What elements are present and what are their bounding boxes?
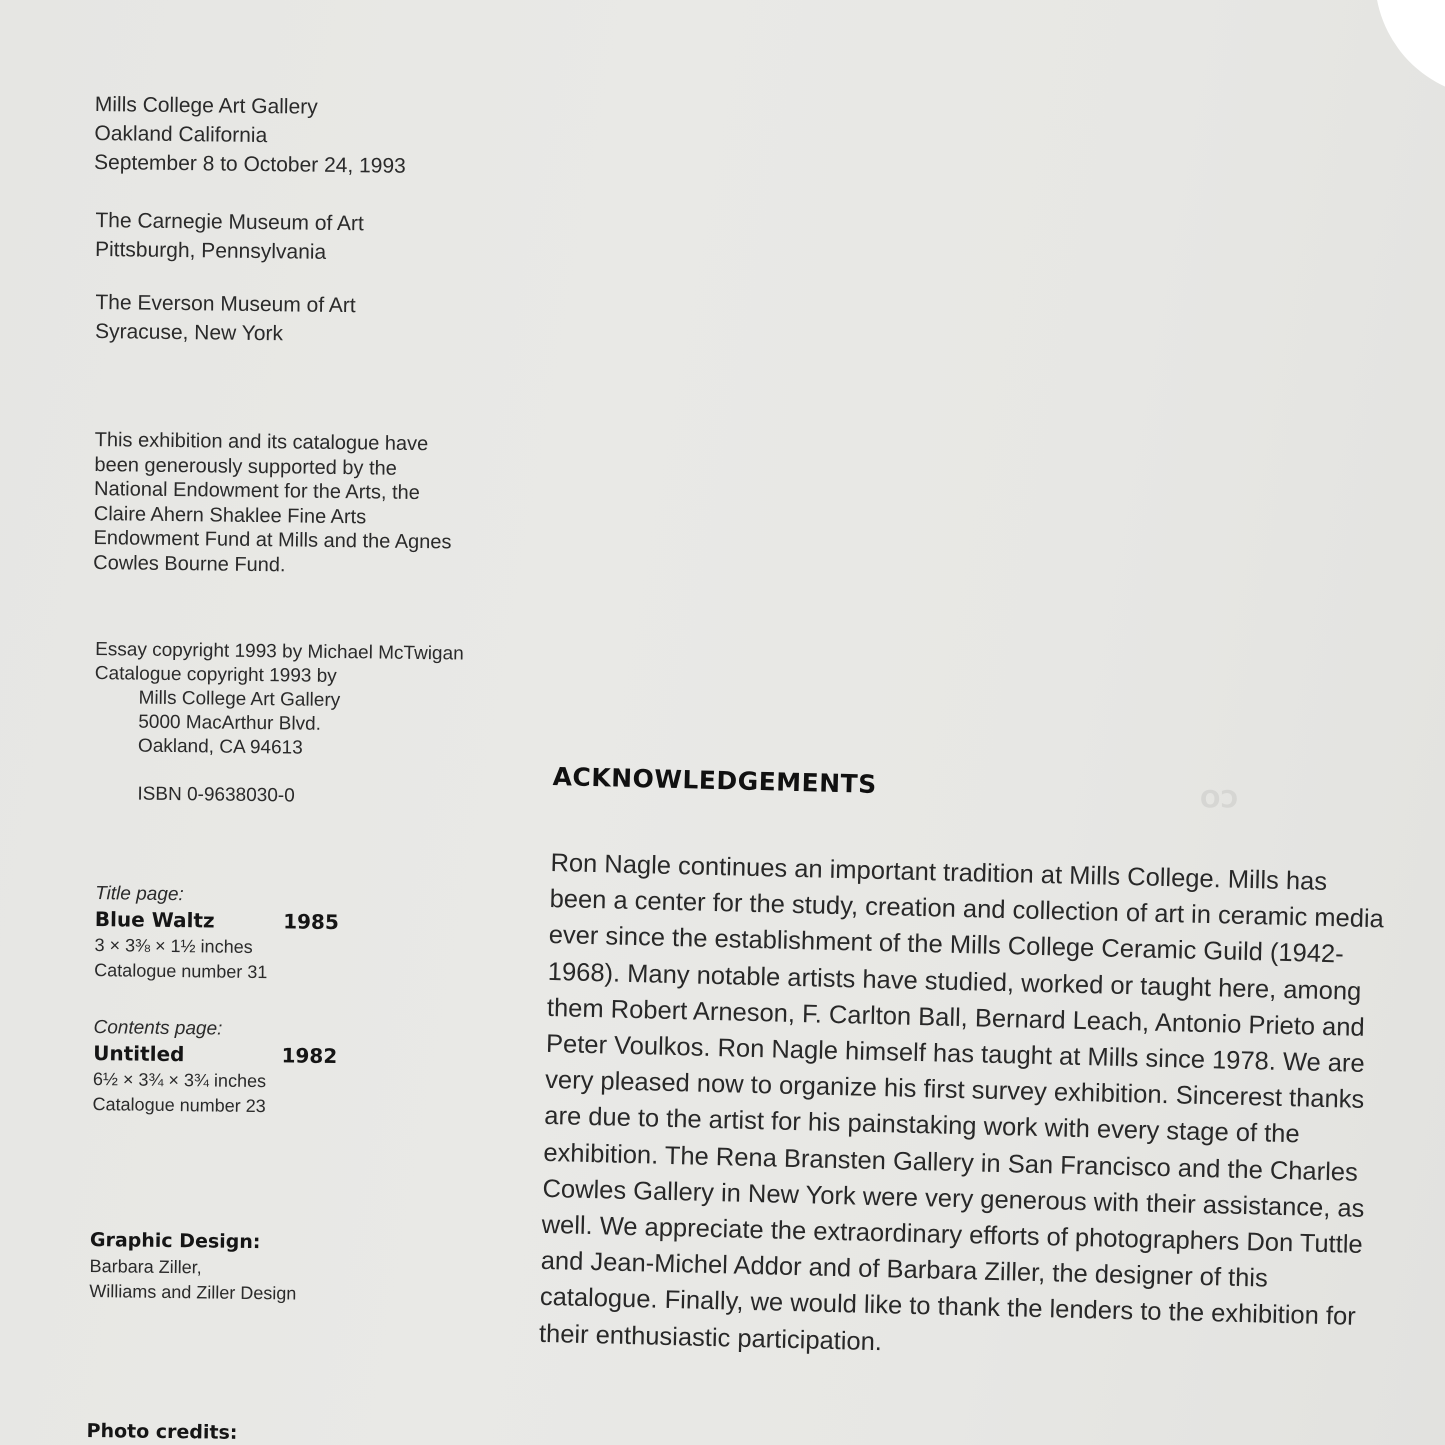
support-line: Cowles Bourne Fund. xyxy=(93,551,286,576)
show-through-text: CO xyxy=(1200,784,1239,812)
isbn: ISBN 0-9638030-0 xyxy=(137,783,295,807)
title-page-caption xyxy=(94,882,339,986)
design-heading: Graphic Design: xyxy=(89,1229,261,1254)
essay-copyright: Essay copyright 1993 by Michael McTwigan xyxy=(95,639,464,665)
copyright-block xyxy=(93,638,464,810)
support-line: National Endowment for the Arts, the xyxy=(93,478,420,504)
catalogue-number: Catalogue number 23 xyxy=(92,1094,266,1117)
acknowledgements-heading: ACKNOWLEDGEMENTS xyxy=(552,762,878,799)
photo-credits xyxy=(86,1418,237,1445)
work-title: Blue Waltz xyxy=(94,907,215,933)
caption-label: Title page: xyxy=(95,883,184,906)
work-year: 1982 xyxy=(281,1043,338,1069)
venue-line: The Carnegie Museum of Art xyxy=(95,209,364,236)
colophon-column xyxy=(86,90,495,1444)
venue-everson xyxy=(95,288,356,349)
support-statement xyxy=(93,428,453,579)
work-title-row xyxy=(95,906,339,936)
address-line: Oakland, CA 94613 xyxy=(137,735,303,759)
support-line: This exhibition and its catalogue have xyxy=(94,429,429,456)
work-title-row xyxy=(93,1040,337,1070)
address-line: 5000 MacArthur Blvd. xyxy=(138,711,322,735)
venue-line: The Everson Museum of Art xyxy=(95,291,356,318)
venue-carnegie xyxy=(95,206,364,267)
venue-mills xyxy=(94,90,407,181)
caption-label: Contents page: xyxy=(93,1017,223,1040)
work-dimensions: 6½ × 3¾ × 3¾ inches xyxy=(92,1069,267,1092)
work-dimensions: 3 × 3⅜ × 1½ inches xyxy=(94,935,253,957)
page-corner xyxy=(1344,0,1445,98)
catalogue-number: Catalogue number 31 xyxy=(94,960,268,983)
support-line: Claire Ahern Shaklee Fine Arts xyxy=(93,502,367,528)
designer-line: Barbara Ziller, xyxy=(89,1256,202,1278)
acknowledgements-body: Ron Nagle continues an important tradition at Mills College. Mills has been a center for the study, creation and collection of art in ceramic media ever since the establishment of the Mills College Ceramic Guild (1942-1968). Many notable artists have studied, worked or taught here, among them Robert Arneson, F. Carlton Ball, Bernard Leach, Antonio Prieto and Peter Voulkos. Ron Nagle himself has taught at Mills since 1978. We are very pleased now to organize his first survey exhibition. Sincerest thanks are due to the artist for his painstaking work with every stage of the exhibition. The Rena Bransten Gallery in San Francisco and the Charles Cowles Gallery in New York were very generous with their assistance, as well. We appreciate the extraordinary efforts of photographers Don Tuttle and Jean-Michel Addor and of Barbara Ziller, the designer of this catalogue. Finally, we would like to thank the lenders to the exhibition for their enthusiastic participation. xyxy=(538,848,1385,1356)
acknowledgements-section xyxy=(539,762,1393,1372)
designer-line: Williams and Ziller Design xyxy=(89,1281,297,1304)
venue-line: September 8 to October 24, 1993 xyxy=(93,150,406,178)
venue-line: Syracuse, New York xyxy=(94,320,284,346)
catalogue-copyright: Catalogue copyright 1993 by xyxy=(94,663,337,687)
graphic-design-credit xyxy=(89,1227,297,1307)
venue-line: Pittsburgh, Pennsylvania xyxy=(94,238,327,264)
venue-line: Oakland California xyxy=(94,121,268,148)
work-year: 1985 xyxy=(283,909,339,935)
photo-credits-heading: Photo credits: xyxy=(86,1419,238,1444)
contents-page-caption xyxy=(92,1016,337,1120)
support-line: been generously supported by the xyxy=(94,453,397,480)
address-line: Mills College Art Gallery xyxy=(138,687,341,712)
work-title: Untitled xyxy=(93,1041,185,1067)
support-line: Endowment Fund at Mills and the Agnes xyxy=(93,527,452,554)
venue-line: Mills College Art Gallery xyxy=(94,92,318,119)
